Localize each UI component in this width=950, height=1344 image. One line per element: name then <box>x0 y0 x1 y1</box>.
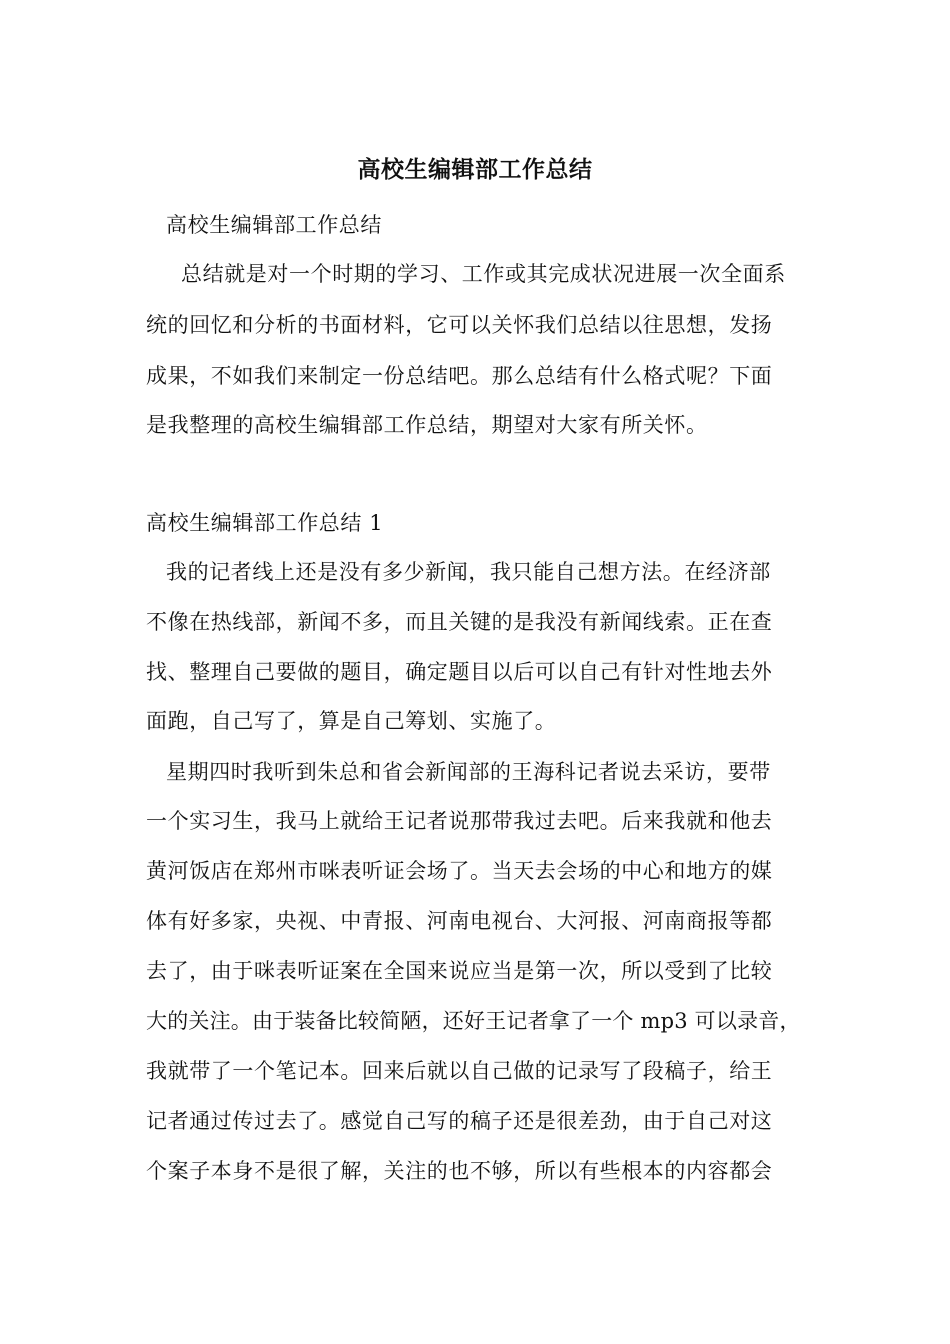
paragraph-line: 我就带了一个笔记本。回来后就以自己做的记录写了段稿子，给王 <box>146 1059 773 1083</box>
paragraph-line: 面跑，自己写了，算是自己筹划、实施了。 <box>146 709 557 733</box>
intro-line: 是我整理的高校生编辑部工作总结，期望对大家有所关怀。 <box>146 413 708 437</box>
intro-line: 总结就是对一个时期的学习、工作或其完成状况进展一次全面系 <box>181 262 786 286</box>
paragraph-line: 一个实习生，我马上就给王记者说那带我过去吧。后来我就和他去 <box>146 809 773 833</box>
paragraph-line: 体有好多家，央视、中青报、河南电视台、大河报、河南商报等都 <box>146 909 773 933</box>
section-heading: 高校生编辑部工作总结 1 <box>146 511 384 535</box>
document-subtitle: 高校生编辑部工作总结 <box>166 213 382 237</box>
paragraph-line: 找、整理自己要做的题目，确定题目以后可以自己有针对性地去外 <box>146 660 773 684</box>
intro-line: 成果，不如我们来制定一份总结吧。那么总结有什么格式呢？下面 <box>146 364 773 388</box>
paragraph-line: 黄河饭店在郑州市咪表听证会场了。当天去会场的中心和地方的媒 <box>146 859 773 883</box>
paragraph-line: 星期四时我听到朱总和省会新闻部的王海科记者说去采访，要带 <box>166 760 771 784</box>
paragraph-line: 记者通过传过去了。感觉自己写的稿子还是很差劲，由于自己对这 <box>146 1109 773 1133</box>
paragraph-line: 我的记者线上还是没有多少新闻，我只能自己想方法。在经济部 <box>166 560 771 584</box>
document-title: 高校生编辑部工作总结 <box>357 156 593 183</box>
intro-line: 统的回忆和分析的书面材料，它可以关怀我们总结以往思想，发扬 <box>146 313 773 337</box>
paragraph-line: 个案子本身不是很了解，关注的也不够，所以有些根本的内容都会 <box>146 1159 773 1183</box>
paragraph-line: 大的关注。由于装备比较简陋，还好王记者拿了一个 mp3 可以录音， <box>146 1009 801 1033</box>
paragraph-line: 去了，由于咪表听证案在全国来说应当是第一次，所以受到了比较 <box>146 959 773 983</box>
paragraph-line: 不像在热线部，新闻不多，而且关键的是我没有新闻线索。正在查 <box>146 610 773 634</box>
